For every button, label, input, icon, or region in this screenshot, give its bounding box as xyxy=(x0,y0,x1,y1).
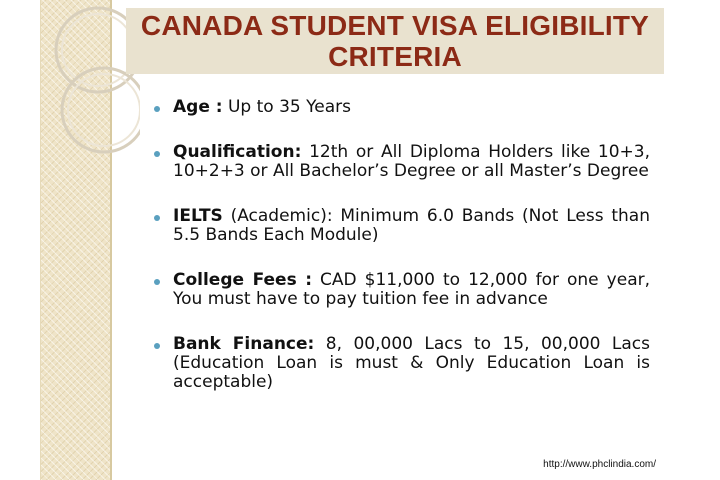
bullet-icon xyxy=(154,215,160,221)
slide-title-line-1: CANADA STUDENT VISA ELIGIBILITY xyxy=(140,10,650,41)
criteria-text: Up to 35 Years xyxy=(222,97,351,117)
criteria-item-bank-finance xyxy=(150,335,650,392)
criteria-list xyxy=(150,98,650,418)
decorative-circles xyxy=(0,0,140,180)
criteria-label: College Fees : xyxy=(173,270,313,290)
criteria-label: IELTS xyxy=(173,206,223,226)
bullet-icon xyxy=(154,279,160,285)
criteria-text: 12th or All Diploma Holders like 10+3, 10+2+3 or All Bachelor’s Degree or all Master’s Degree xyxy=(173,142,650,181)
criteria-label: Bank Finance: xyxy=(173,334,315,354)
criteria-text: CAD $11,000 to 12,000 for one year, You must have to pay tuition fee in advance xyxy=(173,270,650,309)
criteria-item-qualification xyxy=(150,143,650,181)
criteria-item-college-fees xyxy=(150,271,650,309)
title-band xyxy=(126,8,664,74)
footer-url[interactable]: http://www.phclindia.com/ xyxy=(543,459,656,470)
criteria-text: (Academic): Minimum 6.0 Bands (Not Less than 5.5 Bands Each Module) xyxy=(173,206,650,245)
bullet-icon xyxy=(154,151,160,157)
criteria-item-ielts xyxy=(150,207,650,245)
slide-title xyxy=(141,10,649,72)
bullet-icon xyxy=(154,343,160,349)
slide-title-line-2: CRITERIA xyxy=(328,41,462,72)
criteria-label: Qualification: xyxy=(173,142,302,162)
criteria-item-age xyxy=(150,98,650,117)
criteria-label: Age : xyxy=(173,97,223,117)
criteria-text: 8, 00,000 Lacs to 15, 00,000 Lacs (Education Loan is must & Only Education Loan is acceptable) xyxy=(173,334,650,392)
bullet-icon xyxy=(154,106,160,112)
